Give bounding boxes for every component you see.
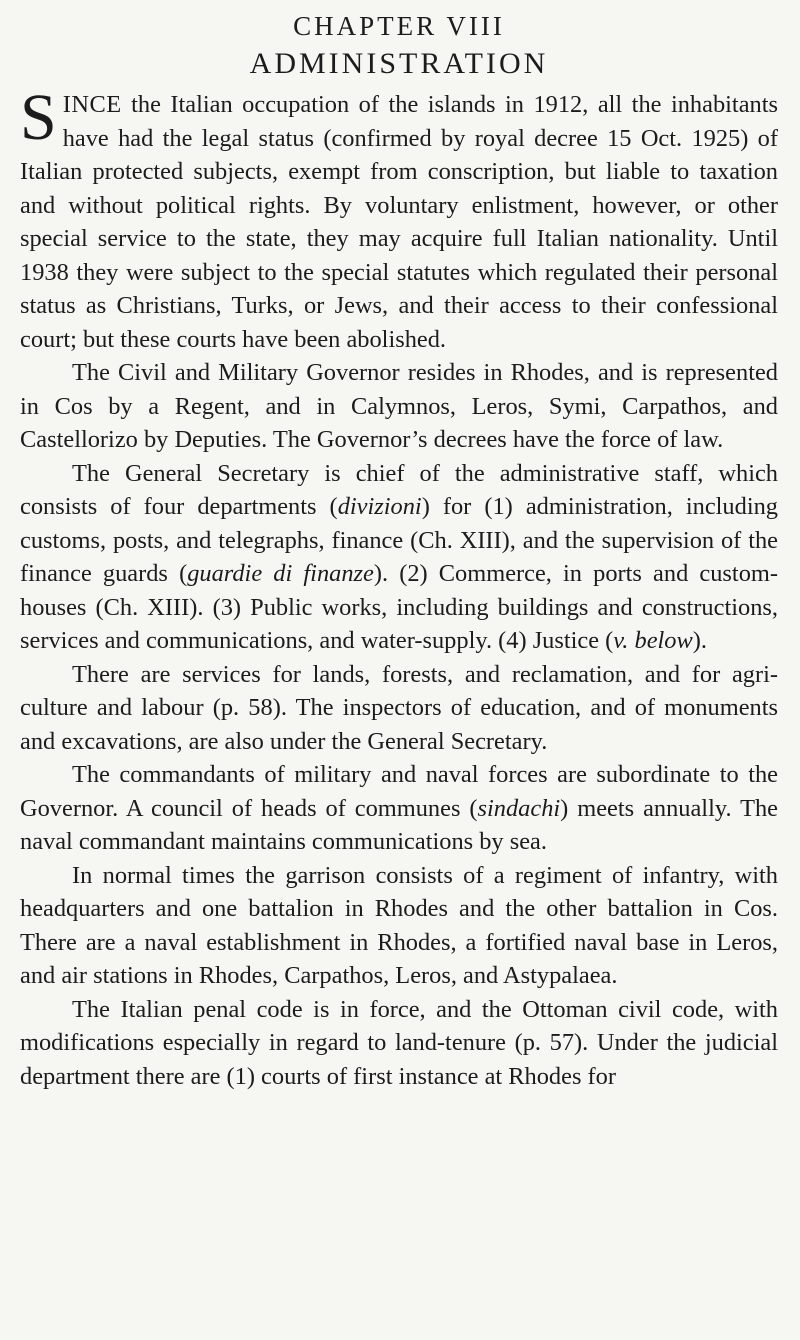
drop-cap-initial: S	[20, 81, 57, 154]
chapter-body	[20, 81, 778, 1093]
paragraph-3-text-4: ).	[692, 627, 708, 654]
paragraph-6: In normal times the garrison consists of a regiment of infantry, with headquarters and one battalion in Rhodes and the other battalion in Cos. There are a naval establishment in Rhodes, a fortified naval base in Leros, and air stations in Rhodes, Carpathos, Leros, and Astypalaea.	[20, 861, 778, 989]
paragraph-3	[20, 457, 778, 658]
paragraph-5-italic-1: sindachi	[477, 794, 561, 822]
paragraph-2: The Civil and Military Governor resides in Rhodes, and is represented in Cos by a Regent, and in Calymnos, Leros, Symi, Carpathos, and Castellorizo by Deputies. The Governor’s decrees have the force of law.	[20, 359, 778, 453]
lead-small-caps: INCE	[62, 91, 122, 118]
paragraph-1-text: the Italian occupation of the islands in 1912, all the inhabitants have had the legal status (confirmed by royal decree 15 Oct. 1925) of Italian protected subjects, exempt from conscription, but liable to taxation and without political rights. By voluntary enlistment, however, or other special service to the state, they may acquire full Italian nationality. Until 1938 they were subject to the special statutes which regulated their personal status as Christians, Turks, or Jews, and their access to their confessional court; but these courts have been abolished.	[20, 91, 778, 353]
chapter-number: CHAPTER VIII	[293, 11, 505, 41]
paragraph-4: There are services for lands, forests, and reclamation, and for agriculture and labour (p. 58). The inspectors of education, and of monuments and excavations, are also under the General Secretary.	[20, 660, 778, 755]
paragraph-3-text-3: ). (2) Commerce, in ports and custom-houses (Ch. XIII). (3) Public works, including buildings and constructions, services and communications, and water-supply. (4) Justice (	[20, 560, 778, 654]
paragraph-3-italic-1: divizioni	[337, 493, 422, 520]
paragraph-1	[20, 81, 778, 356]
paragraph-3-italic-2: guardie di finanze	[187, 560, 374, 587]
chapter-title: ADMINISTRATION	[249, 47, 549, 80]
paragraph-3-text-1: The General Secretary is chief of the administrative staff, which consists of four departments (	[20, 459, 778, 520]
paragraph-7: The Italian penal code is in force, and the Ottoman civil code, with modifications especially in regard to land-tenure (p. 57). Under the judicial department there are (1) courts of first instance at Rhodes for	[20, 995, 778, 1090]
paragraph-5	[20, 758, 778, 859]
paragraph-5-text-2: ) meets annually. The naval commandant maintains communications by sea.	[20, 794, 778, 855]
paragraph-3-italic-3: v. below	[613, 627, 693, 654]
paragraph-3-text-2: ) for (1) administration, including customs, posts, and telegraphs, finance (Ch. XIII), and the supervision of the finance guards (	[20, 493, 778, 587]
paragraph-5-text-1: The commandants of military and naval forces are subordinate to the Governor. A council of heads of communes (	[20, 761, 778, 822]
